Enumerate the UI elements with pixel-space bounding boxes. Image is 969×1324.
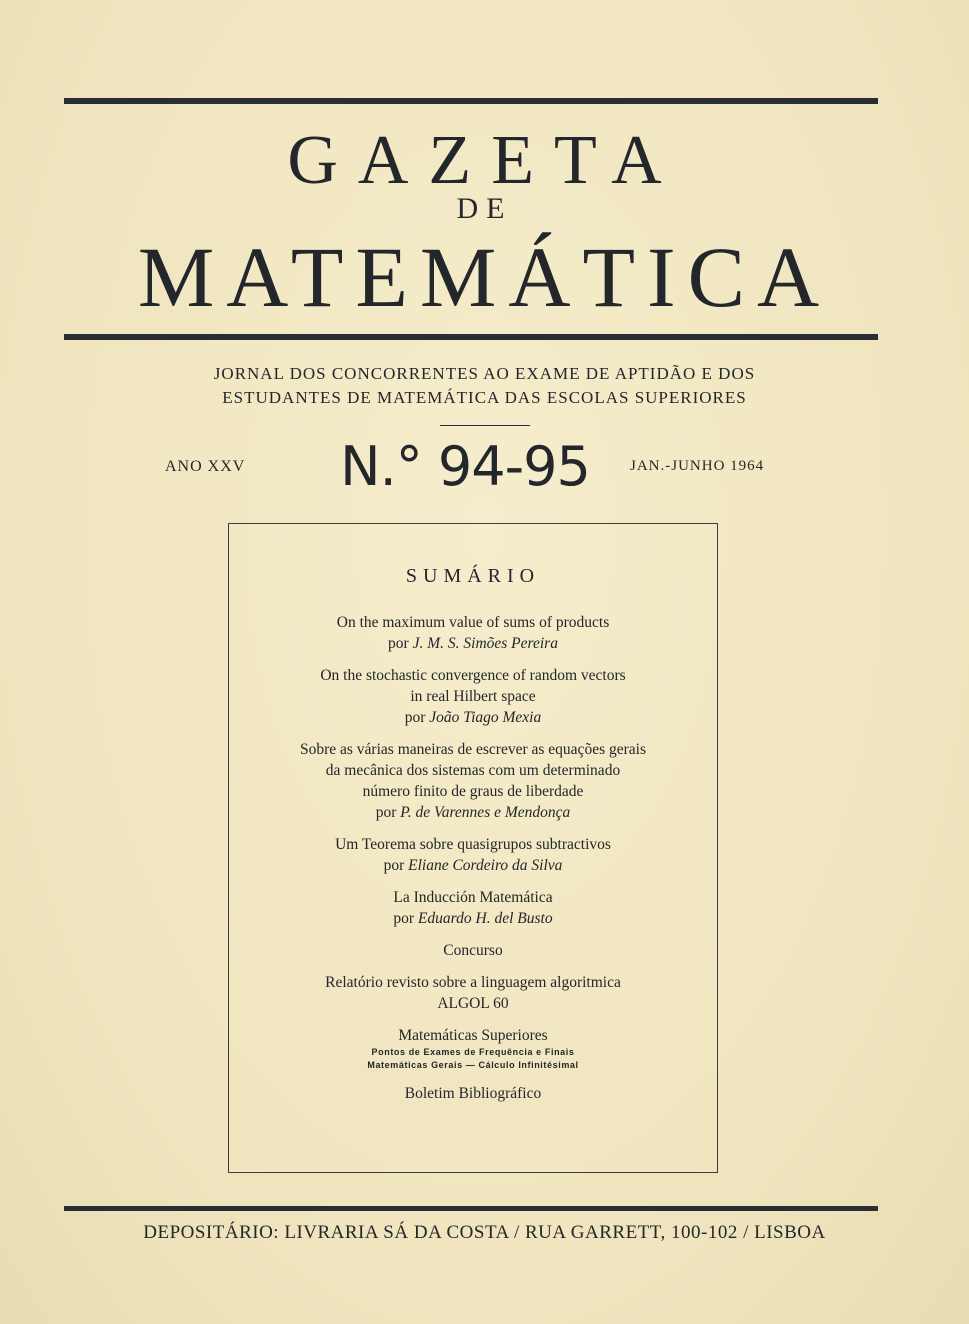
entry-subtitle-line: Pontos de Exames de Frequência e Finais [371, 1047, 575, 1057]
entry-byline [228, 802, 718, 823]
subtitle-line: ESTUDANTES DE MATEMÁTICA DAS ESCOLAS SUPERIORES [222, 388, 747, 407]
entry-title-line: Concurso [443, 942, 503, 959]
table-of-contents [228, 612, 718, 1115]
entry-author: João Tiago Mexia [429, 709, 542, 726]
contents-entry [228, 1025, 718, 1072]
byline-por: por [404, 709, 426, 726]
subtitle-line: JORNAL DOS CONCORRENTES AO EXAME DE APTIDÃO E DOS [213, 364, 756, 383]
entry-title-line: ALGOL 60 [437, 995, 509, 1012]
contents-entry [228, 972, 718, 1014]
byline-por: por [383, 857, 405, 874]
footer-distributor: DEPOSITÁRIO: LIVRARIA SÁ DA COSTA / RUA GARRETT, 100-102 / LISBOA [143, 1222, 826, 1243]
entry-byline [228, 633, 718, 654]
title-de: DE [456, 192, 513, 225]
entry-author: P. de Varennes e Mendonça [400, 804, 571, 821]
entry-title-line: Relatório revisto sobre a linguagem algoritmica [325, 974, 621, 991]
title-gazeta: GAZETA [287, 122, 682, 199]
contents-entry [228, 940, 718, 961]
byline-por: por [388, 635, 409, 652]
entry-title-line: Matemáticas Superiores [398, 1027, 548, 1044]
byline-por: por [375, 804, 397, 821]
contents-entry [228, 887, 718, 929]
entry-author: Eliane Cordeiro da Silva [408, 857, 563, 874]
entry-title-line: On the maximum value of sums of products [336, 614, 610, 631]
contents-entry [228, 834, 718, 876]
byline-por: por [393, 910, 415, 927]
contents-entry [228, 612, 718, 654]
contents-entry [228, 1083, 718, 1104]
title-matematica: MATEMÁTICA [137, 229, 832, 325]
contents-entry [228, 665, 718, 728]
journal-subtitle [0, 362, 969, 410]
contents-entry [228, 739, 718, 823]
issue-number: N.° 94-95 [340, 435, 590, 498]
entry-title-line: Boletim Bibliográfico [404, 1085, 542, 1102]
entry-title-line: La Inducción Matemática [393, 889, 553, 906]
entry-title-line: in real Hilbert space [410, 688, 536, 705]
entry-title-line: Um Teorema sobre quasigrupos subtractivos [335, 836, 611, 853]
entry-title-line: da mecânica dos sistemas com um determinado [325, 762, 621, 779]
middle-rule [64, 334, 878, 340]
issue-year: ANO XXV [165, 458, 246, 475]
short-divider [440, 425, 530, 426]
entry-title-line: On the stochastic convergence of random vectors [320, 667, 626, 684]
entry-byline [228, 855, 718, 876]
entry-author: Eduardo H. del Busto [417, 910, 553, 927]
entry-author: J. M. S. Simões Pereira [412, 635, 558, 652]
bottom-rule [64, 1206, 878, 1211]
entry-title-line: Sobre as várias maneiras de escrever as equações gerais [299, 741, 646, 758]
issue-date: JAN.-JUNHO 1964 [630, 458, 765, 474]
entry-byline [228, 707, 718, 728]
entry-subtitle-line: Matemáticas Gerais — Cálculo Infinitésimal [367, 1060, 579, 1070]
contents-heading: SUMÁRIO [405, 565, 541, 587]
entry-title-line: número finito de graus de liberdade [362, 783, 584, 800]
entry-byline [228, 908, 718, 929]
top-rule [64, 98, 878, 104]
